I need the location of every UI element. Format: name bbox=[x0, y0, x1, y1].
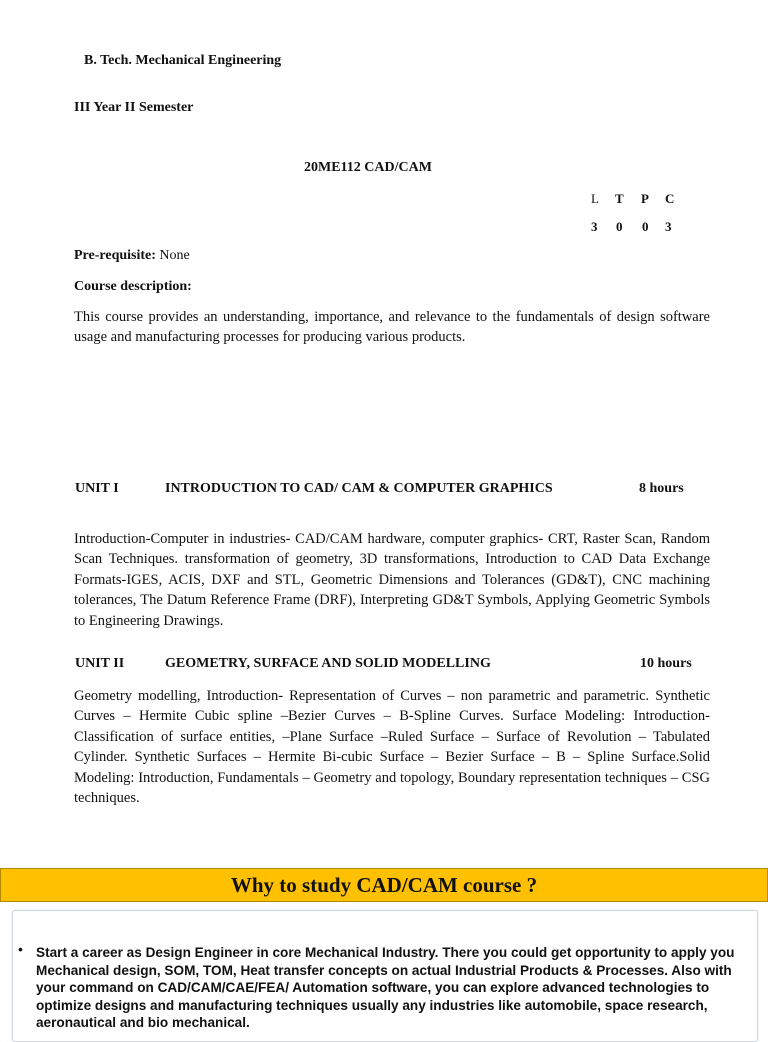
unit-2-label: UNIT II bbox=[75, 656, 125, 671]
unit-2-title: GEOMETRY, SURFACE AND SOLID MODELLING bbox=[165, 656, 491, 671]
prerequisite bbox=[74, 248, 190, 264]
unit-1-content: Introduction-Computer in industries- CAD/CAM hardware, computer graphics- CRT, Raster Scan, Random Scan Techniques. transformation of geometry, 3D transformations, Introduction to CAD Data Exchange Formats-IGES, ACIS, DXF and STL, Geometric Dimensions and Tolerances (GD&T), CNC machining tolerances, The Datum Reference Frame (DRF), Interpreting GD&T Symbols, Applying Geometric Symbols to Engineering Drawings. bbox=[74, 531, 710, 629]
unit-1-hours: 8 hours bbox=[639, 481, 684, 496]
unit-1-label: UNIT I bbox=[75, 481, 119, 496]
unit-1-heading bbox=[75, 481, 715, 499]
ltpc-label-p: P bbox=[641, 191, 649, 206]
program-title: B. Tech. Mechanical Engineering bbox=[84, 53, 282, 68]
promo-lead: Start a career as Design Engineer bbox=[36, 945, 253, 960]
unit-2-hours: 10 hours bbox=[640, 656, 692, 671]
course-title: 20ME112 CAD/CAM bbox=[304, 160, 432, 175]
promo-text bbox=[36, 944, 746, 1032]
ltpc-label-c: C bbox=[665, 191, 675, 206]
promo-body: in core Mechanical Industry. There you could get opportunity to apply you Mechanical design, SOM, TOM, Heat transfer concepts on actual Industrial Products & Processes. Also with your command on CAD/CAM/CAE/FEA/ Automation software, you can explore advanced technologies to optimize designs and manufacturing techniques usually any industries like automobile, space research, aeronautical and bio mechanical. bbox=[36, 945, 735, 1030]
unit-1-title: INTRODUCTION TO CAD/ CAM & COMPUTER GRAPHICS bbox=[165, 481, 553, 496]
prerequisite-value: None bbox=[155, 248, 190, 263]
course-description-label: Course description: bbox=[74, 279, 192, 294]
bullet-icon: • bbox=[18, 941, 23, 957]
unit-2-content: Geometry modelling, Introduction- Representation of Curves – non parametric and parametric. Synthetic Curves – Hermite Cubic spline –Bezier Curves – B-Spline Curves. Surface Modeling: Introduction-Classification of surface entities, –Plane Surface –Ruled Surface – Surface of Revolution – Tabulated Cylinder. Synthetic Surfaces – Hermite Bi-cubic Surface – Bezier Surface – B – Spline Surface.Solid Modeling: Introduction, Fundamentals – Geometry and topology, Boundary representation techniques – CSG techniques. bbox=[74, 688, 710, 807]
ltpc-label-t: T bbox=[615, 191, 624, 206]
ltpc-value-p: 0 bbox=[642, 219, 649, 234]
year-semester: III Year II Semester bbox=[74, 100, 194, 115]
why-study-banner: Why to study CAD/CAM course ? bbox=[0, 868, 768, 902]
ltpc-label-l: L bbox=[591, 191, 599, 206]
course-description-text: This course provides an understanding, importance, and relevance to the fundamentals of design software usage and manufacturing processes for producing various products. bbox=[74, 309, 710, 346]
ltpc-value-c: 3 bbox=[665, 219, 672, 234]
prerequisite-label: Pre-requisite: bbox=[74, 248, 156, 263]
ltpc-value-l: 3 bbox=[591, 219, 598, 234]
unit-2-heading bbox=[75, 656, 715, 674]
ltpc-value-t: 0 bbox=[616, 219, 623, 234]
